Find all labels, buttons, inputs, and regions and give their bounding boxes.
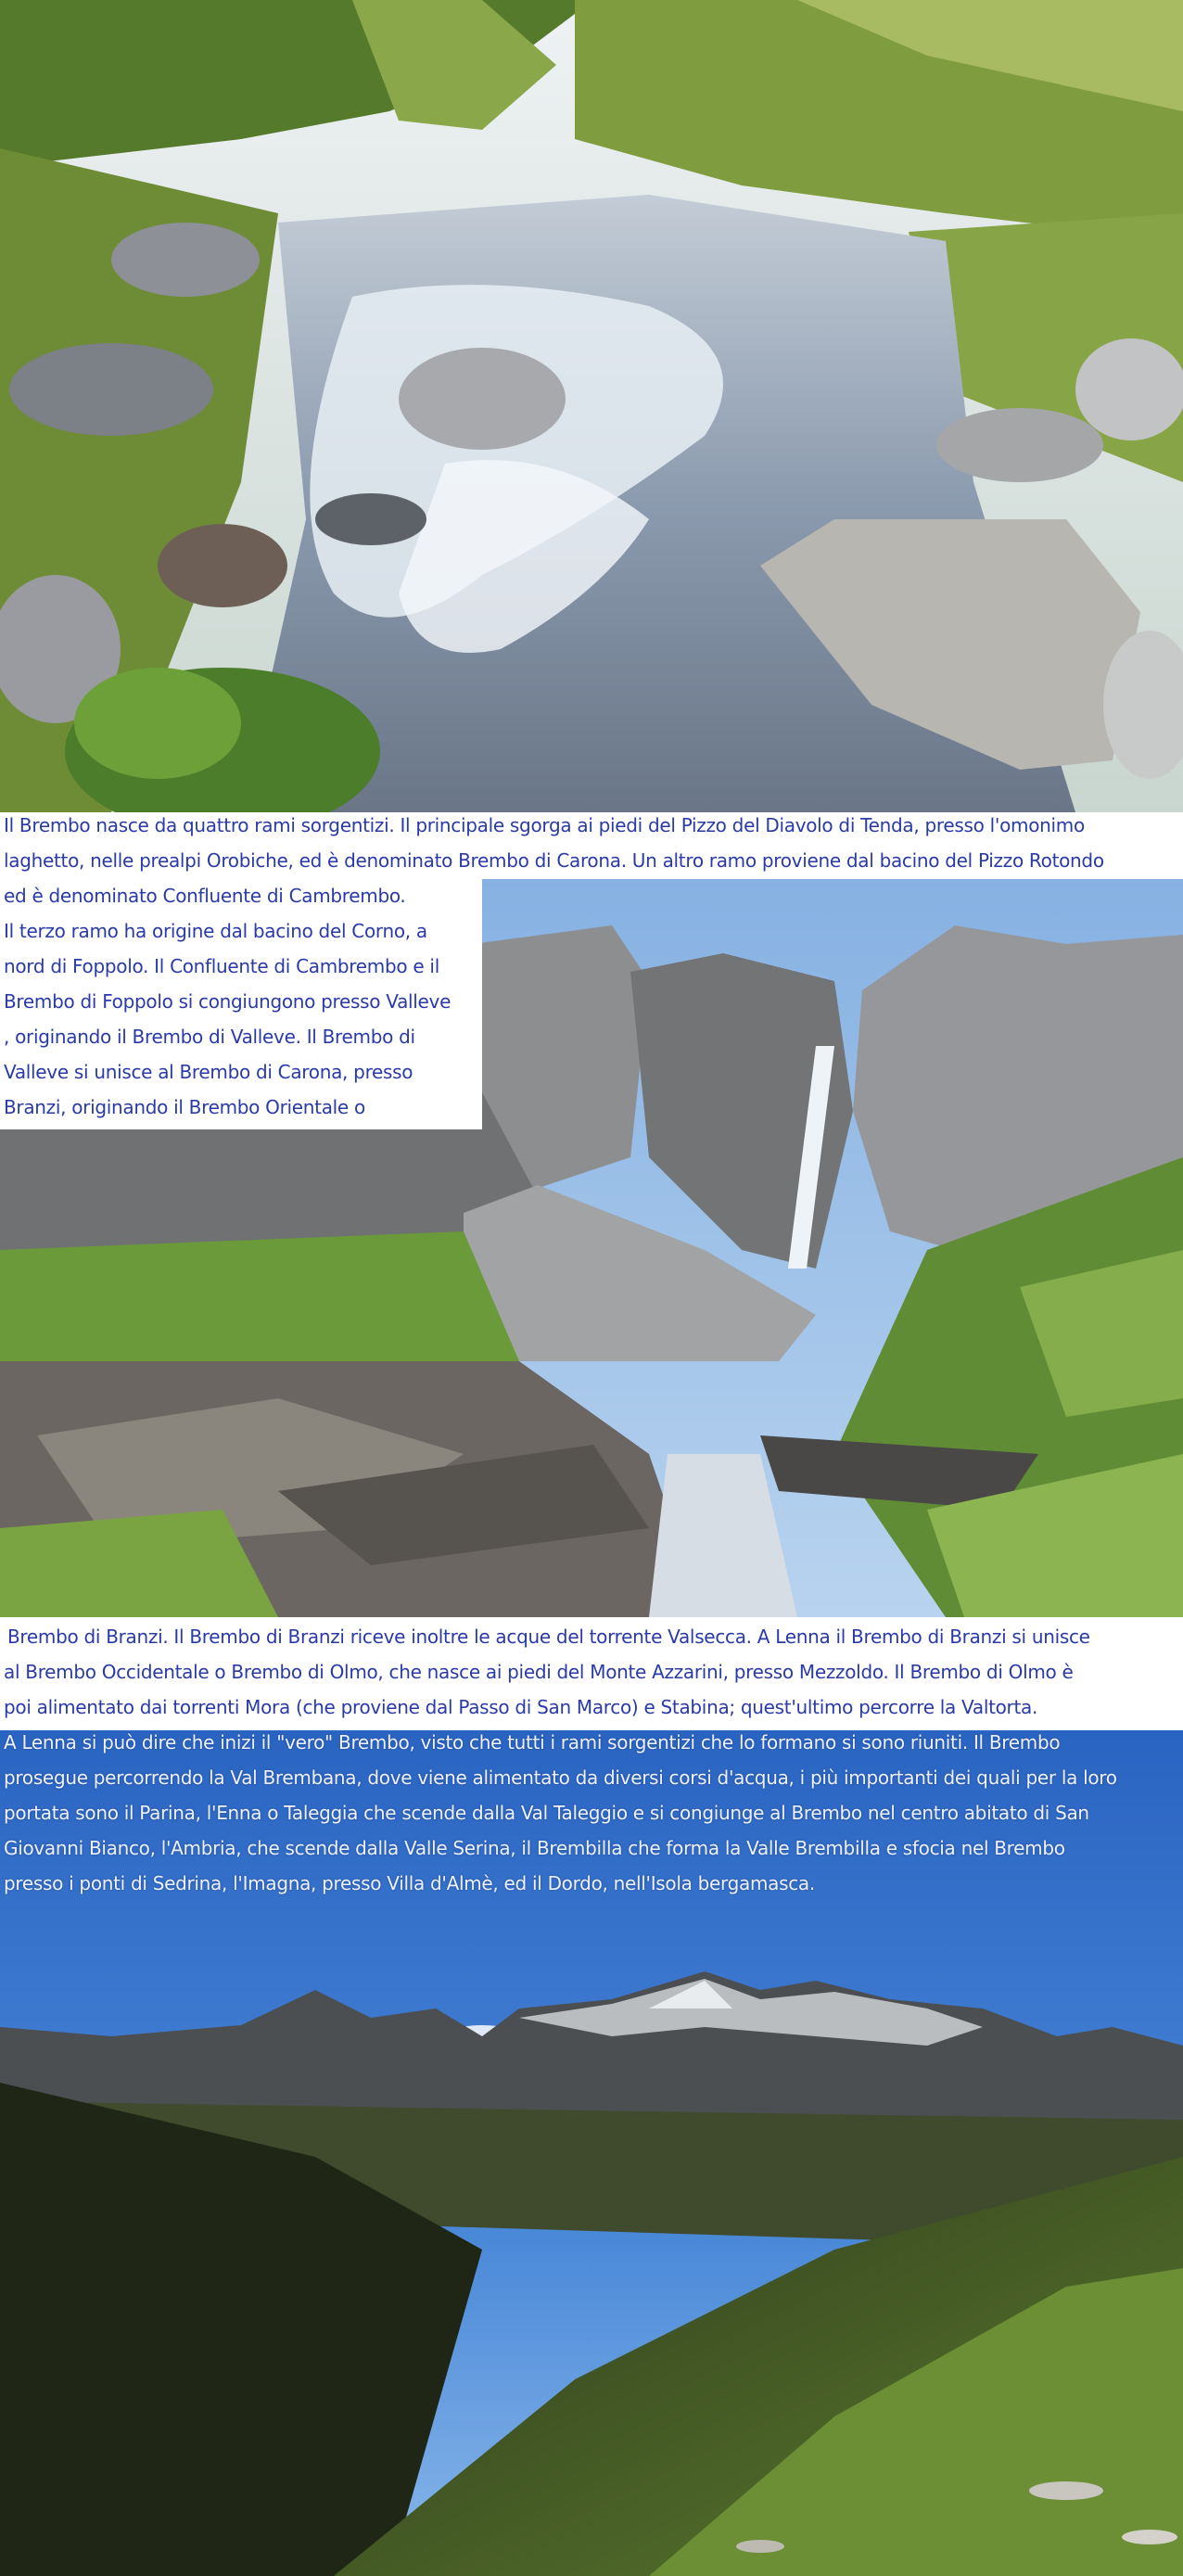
sky-line-2: prosegue percorrendo la Val Brembana, dove viene alimentato da diversi corsi d'acqua, i più importanti dei quali per la loro: [4, 1766, 1117, 1789]
sky-line-1: A Lenna si può dire che inizi il "vero" Brembo, visto che tutti i rami sorgentizi che lo formano si sono riuniti. Il Brembo: [4, 1731, 1061, 1753]
side-line-6: Branzi, originando il Brembo Orientale o: [4, 1096, 365, 1118]
mid-line-3: poi alimentato dai torrenti Mora (che proviene dal Passo di San Marco) e Stabina; quest'ultimo percorre la Valtorta.: [4, 1696, 1038, 1718]
side-line-3: Brembo di Foppolo si congiungono presso Valleve: [4, 990, 452, 1013]
sky-line-5: presso i ponti di Sedrina, l'Imagna, presso Villa d'Almè, ed il Dordo, nell'Isola bergamasca.: [4, 1872, 815, 1894]
intro-line-2: laghetto, nelle prealpi Orobiche, ed è denominato Brembo di Carona. Un altro ramo proviene dal bacino del Pizzo Rotondo: [4, 849, 1104, 872]
sky-line-4: Giovanni Bianco, l'Ambria, che scende dalla Valle Serina, il Brembilla che forma la Valle Brembilla e sfocia nel Brembo: [4, 1837, 1065, 1859]
sky-line-3: portata sono il Parina, l'Enna o Taleggia che scende dalla Val Taleggio e si congiunge al Brembo nel centro abitato di San: [4, 1802, 1089, 1824]
mid-line-1: Brembo di Branzi. Il Brembo di Branzi riceve inoltre le acque del torrente Valsecca. A Lenna il Brembo di Branzi si unisce: [7, 1626, 1090, 1648]
intro-line-3: ed è denominato Confluente di Cambrembo.: [4, 885, 406, 907]
mid-line-2: al Brembo Occidentale o Brembo di Olmo, che nasce ai piedi del Monte Azzarini, presso Mezzoldo. Il Brembo di Olmo è: [4, 1661, 1074, 1683]
side-line-2: nord di Foppolo. Il Confluente di Cambrembo e il: [4, 955, 439, 977]
mountain-stream-photo: [0, 0, 1183, 812]
side-line-5: Valleve si unisce al Brembo di Carona, presso: [4, 1061, 413, 1083]
intro-line-1: Il Brembo nasce da quattro rami sorgentizi. Il principale sgorga ai piedi del Pizzo del Diavolo di Tenda, presso l'omonimo: [4, 814, 1085, 836]
side-line-4: , originando il Brembo di Valleve. Il Brembo di: [4, 1026, 415, 1048]
side-line-1: Il terzo ramo ha origine dal bacino del Corno, a: [4, 920, 427, 942]
